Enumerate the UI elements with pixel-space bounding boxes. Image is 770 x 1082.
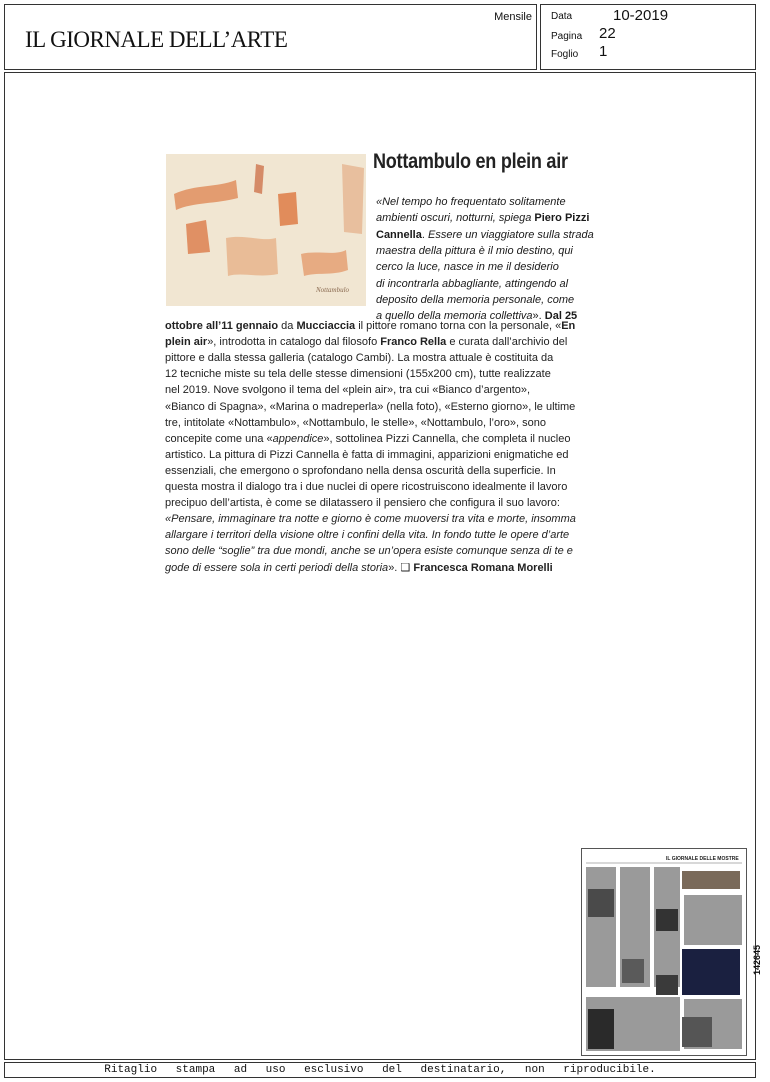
body-fragment: pittore e dalla stessa galleria (catalogo Cambi). La mostra attuale è costituita da bbox=[165, 352, 554, 365]
intro-fragment: ». bbox=[532, 310, 545, 323]
body-fragment: ». ❑ bbox=[388, 561, 414, 574]
body-line bbox=[165, 366, 551, 382]
article-title: Nottambulo en plein air bbox=[373, 150, 568, 173]
intro-line bbox=[376, 243, 616, 259]
intro-line bbox=[376, 210, 616, 226]
intro-line bbox=[376, 227, 616, 243]
body-fragment: «Bianco di Spagna», «Marina o madreperla» (nella foto), «Esterno giorno», le ultime bbox=[165, 400, 576, 413]
intro-fragment: . bbox=[421, 228, 428, 241]
body-fragment: appendice bbox=[272, 432, 324, 445]
body-fragment: artistico. La pittura di Pizzi Cannella è fatta di immagini, apparizioni enigmatiche ed bbox=[165, 448, 569, 461]
meta-page-value: 22 bbox=[599, 25, 616, 42]
artwork-image bbox=[166, 154, 366, 306]
body-fragment: «Pensare, immaginare tra notte e giorno è come muoversi tra vita e morte, insomma bbox=[165, 513, 576, 526]
body-fragment: En bbox=[561, 320, 576, 332]
intro-fragment: Piero Pizzi bbox=[534, 212, 590, 225]
artwork-painting bbox=[166, 154, 366, 306]
body-line bbox=[165, 431, 570, 447]
body-fragment: Francesca Romana Morelli bbox=[413, 561, 553, 574]
intro-fragment: ambienti oscuri, notturni, spiega bbox=[376, 212, 535, 225]
body-line bbox=[165, 415, 546, 431]
artwork-signature: Nottambulo bbox=[316, 286, 350, 294]
frequency-label: Mensile bbox=[494, 11, 532, 23]
masthead: IL GIORNALE DELL’ARTE bbox=[25, 27, 288, 52]
page-thumbnail bbox=[581, 848, 747, 1056]
footer-disclaimer: Ritaglio stampa ad uso esclusivo del destinatario, non riproducibile. bbox=[104, 1064, 656, 1076]
meta-date-label: Data bbox=[551, 11, 573, 22]
intro-fragment: maestra della pittura è il mio destino, qui bbox=[376, 244, 573, 257]
meta-date-value: 10-2019 bbox=[613, 7, 669, 24]
body-line bbox=[165, 399, 575, 415]
body-fragment: nel 2019. Nove svolgono il tema del «plein air», tra cui «Bianco d’argento», bbox=[165, 384, 531, 397]
intro-fragment: Essere un viaggiatore sulla strada bbox=[427, 228, 594, 241]
body-fragment: Mucciaccia bbox=[296, 320, 356, 332]
body-fragment: Franco Rella bbox=[380, 336, 447, 349]
body-fragment: concepite come una « bbox=[165, 432, 273, 445]
intro-fragment: «Nel tempo ho frequentato solitamente bbox=[376, 196, 566, 208]
body-line bbox=[165, 382, 530, 398]
body-fragment: sono delle “soglie” tra due mondi, anche se un’opera esiste comunque senza di te e bbox=[165, 545, 573, 558]
body-line bbox=[165, 334, 567, 350]
body-fragment: e curata dall’archivio del bbox=[446, 336, 568, 349]
intro-fragment: cerco la luce, nasce in me il desiderio bbox=[376, 261, 559, 274]
intro-line bbox=[376, 292, 616, 308]
body-line bbox=[165, 318, 575, 334]
intro-fragment: deposito della memoria personale, come bbox=[376, 293, 575, 306]
body-line bbox=[165, 447, 569, 463]
body-fragment: », introdotta in catalogo dal filosofo bbox=[207, 336, 381, 349]
body-line bbox=[165, 543, 573, 559]
body-fragment: da bbox=[278, 320, 297, 332]
body-line bbox=[165, 350, 553, 366]
meta-page-label: Pagina bbox=[551, 31, 583, 42]
body-fragment: allargare i territori della visione oltre i confini della vita. In fondo tutte le opere d’arte bbox=[165, 529, 570, 542]
intro-fragment: a quello della memoria collettiva bbox=[376, 310, 533, 323]
body-fragment: ottobre all’11 gennaio bbox=[165, 320, 279, 332]
intro-line bbox=[376, 276, 616, 292]
thumbnail-masthead: IL GIORNALE DELLE MOSTRE bbox=[666, 856, 739, 862]
body-line bbox=[165, 479, 567, 495]
body-line bbox=[165, 560, 553, 576]
intro-line bbox=[376, 259, 616, 275]
body-fragment: questa mostra il dialogo tra i due nuclei di opere ricostruiscono idealmente il lavoro bbox=[165, 481, 568, 493]
body-line bbox=[165, 527, 569, 543]
body-line bbox=[165, 495, 560, 511]
body-fragment: il pittore romano torna con la personale, « bbox=[355, 320, 562, 332]
intro-fragment: Dal 25 bbox=[544, 310, 578, 323]
body-fragment: », sottolinea Pizzi Cannella, che completa il nucleo bbox=[323, 432, 571, 445]
clipping-code: 142645 bbox=[752, 944, 762, 975]
body-fragment: precipuo dell’artista, è come se dilatassero il pensiero che configura il suo lavoro: bbox=[165, 497, 560, 510]
body-fragment: plein air bbox=[165, 336, 208, 349]
header-meta-box bbox=[540, 4, 756, 70]
page-thumbnail-graphic bbox=[582, 849, 746, 1055]
intro-fragment: di incontrarla abbagliante, attingendo al bbox=[376, 277, 569, 290]
body-fragment: 12 tecniche miste su tela delle stesse dimensioni (155x200 cm), tutte realizzate bbox=[165, 368, 551, 381]
body-fragment: tre, intitolate «Nottambulo», «Nottambulo, le stelle», «Nottambulo, l’oro», sono bbox=[165, 416, 546, 429]
body-line bbox=[165, 463, 556, 479]
header-masthead-box bbox=[4, 4, 537, 70]
body-fragment: gode di essere sola in certi periodi della storia bbox=[165, 561, 389, 574]
footer-frame bbox=[4, 1062, 756, 1078]
meta-sheet-label: Foglio bbox=[551, 49, 579, 60]
body-line bbox=[165, 511, 576, 527]
meta-sheet-value: 1 bbox=[599, 43, 608, 60]
body-fragment: essenziali, che emergono o sprofondano nella densa oscurità della superficie. In bbox=[165, 464, 556, 477]
intro-fragment: Cannella bbox=[376, 228, 422, 241]
intro-line bbox=[376, 194, 616, 210]
